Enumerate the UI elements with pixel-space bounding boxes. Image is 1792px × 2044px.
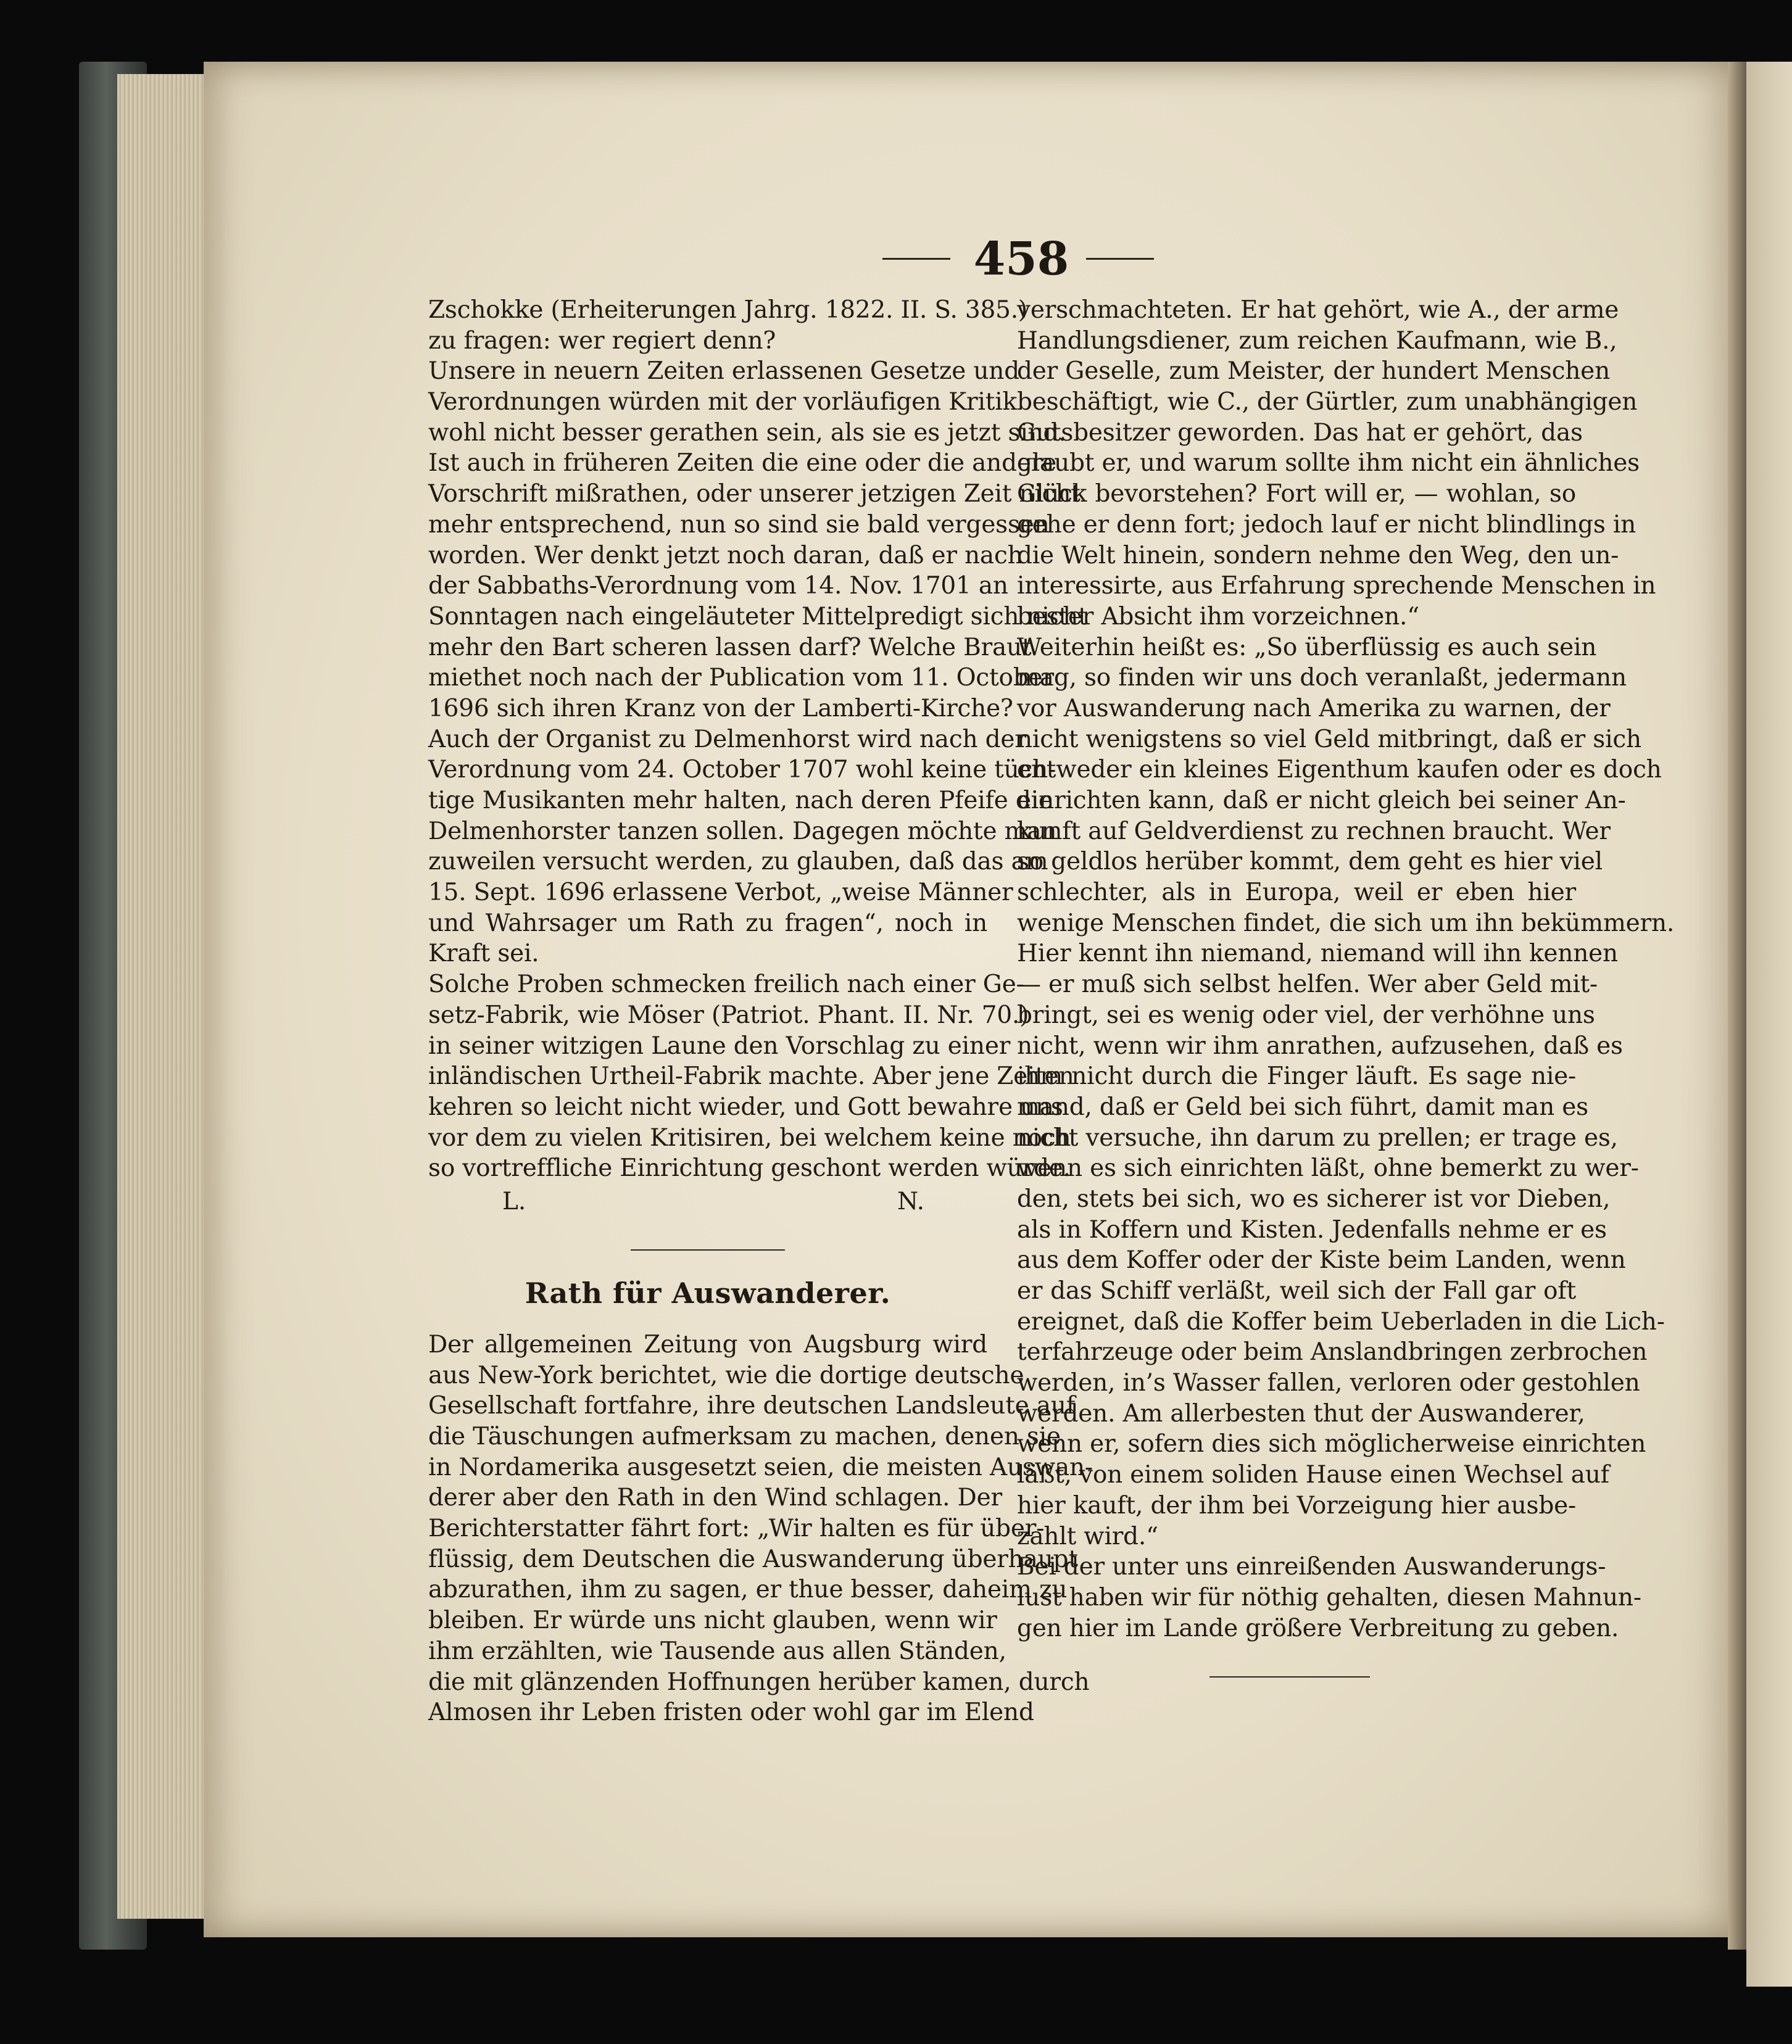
text-line: gen hier im Lande größere Verbreitung zu geben. [1017,1614,1619,1642]
text-line: flüssig, dem Deutschen die Auswanderung überhaupt [428,1545,1078,1573]
text-line: Kraft sei. [428,940,539,968]
text-line: der Geselle, zum Meister, der hundert Menschen [1017,357,1610,386]
text-line: der Sabbaths-Verordnung vom 14. Nov. 1701 an [428,572,1008,600]
paragraph [1017,632,1675,1552]
text-line: ihm nicht durch die Finger läuft. Es sage nie- [1017,1062,1576,1091]
text-line: bleiben. Er würde uns nicht glauben, wenn wir [428,1607,997,1635]
text-line: bester Absicht ihm vorzeichnen.“ [1017,602,1419,631]
text-line: die mit glänzenden Hoffnungen herüber kamen, durch [428,1668,1090,1696]
text-line: schlechter, als in Europa, weil er eben hier [1017,879,1576,907]
text-line: miethet noch nach der Publication vom 11. October [428,664,1054,692]
page-header [882,228,1191,290]
text-line: vor Auswanderung nach Amerika zu warnen, der [1017,694,1611,722]
text-line: wenn es sich einrichten läßt, ohne bemerkt zu wer- [1017,1154,1639,1183]
text-line: werden. Am allerbesten thut der Auswanderer, [1017,1399,1585,1428]
text-line: wenige Menschen findet, die sich um ihn bekümmern. [1017,909,1675,937]
text-line: mag, so finden wir uns doch veranlaßt, jedermann [1017,664,1627,692]
text-line: bringt, sei es wenig oder viel, der verhöhne uns [1017,1001,1595,1029]
text-line: zuweilen versucht werden, zu glauben, daß das am [428,848,1048,876]
text-line: Zschokke (Erheiterungen Jahrg. 1822. II. S. 385.) [428,296,1027,324]
text-line: Weiterhin heißt es: „So überflüssig es auch sein [1017,633,1597,661]
text-line: die Welt hinein, sondern nehme den Weg, den un- [1017,541,1619,569]
text-line: Der allgemeinen Zeitung von Augsburg wird [428,1330,987,1359]
text-line: nicht versuche, ihn darum zu prellen; er trage es, [1017,1123,1618,1152]
text-line: Unsere in neuern Zeiten erlassenen Gesetze und [428,357,1019,386]
text-line: Hier kennt ihn niemand, niemand will ihn kennen [1017,940,1618,968]
text-line: derer aber den Rath in den Wind schlagen. Der [428,1484,1002,1512]
text-line: Solche Proben schmecken freilich nach einer Ge- [428,970,1024,999]
paragraph [428,969,1074,1184]
paragraph [428,295,1027,356]
text-line: Gutsbesitzer geworden. Das hat er gehört, das [1017,418,1583,447]
text-line: lust haben wir für nöthig gehalten, diesen Mahnun- [1017,1583,1641,1612]
text-line: die Täuschungen aufmerksam zu machen, denen sie [428,1423,1061,1450]
text-line: Auch der Organist zu Delmenhorst wird nach der [428,725,1026,753]
text-line: so geldlos herüber kommt, dem geht es hier viel [1017,848,1603,876]
text-line: so vortreffliche Einrichtung geschont werden würde. [428,1154,1071,1183]
section-separator [631,1249,785,1251]
text-line: ereignet, daß die Koffer beim Ueberladen in die Lich- [1017,1307,1665,1336]
text-line: Glück bevorstehen? Fort will er, — wohlan, so [1017,480,1576,508]
text-line: Bei der unter uns einreißenden Auswanderungs- [1017,1553,1606,1581]
end-separator [1209,1676,1370,1678]
facing-page-edge [1746,62,1792,1987]
text-line: Verordnung vom 24. October 1707 wohl keine tüch- [428,756,1056,784]
text-line: terfahrzeuge oder beim Anslandbringen zerbrochen [1017,1338,1648,1367]
text-line: 1696 sich ihren Kranz von der Lamberti-Kirche? [428,694,1013,722]
text-line: vor dem zu vielen Kritisiren, bei welchem keine noch [428,1123,1071,1152]
text-line: inländischen Urtheil-Fabrik machte. Aber jene Zeiten [428,1062,1074,1091]
header-rule-left [882,258,950,260]
text-line: kehren so leicht nicht wieder, und Gott bewahre uns [428,1093,1063,1121]
text-line: einrichten kann, daß er nicht gleich bei seiner An- [1017,787,1626,814]
text-line: nicht, wenn wir ihm anrathen, aufzusehen, daß es [1017,1032,1623,1060]
text-line: den, stets bei sich, wo es sicherer ist vor Dieben, [1017,1185,1611,1213]
text-line: Vorschrift mißrathen, oder unserer jetzigen Zeit nicht [428,480,1081,508]
right-column [1017,295,1675,1644]
text-line: als in Koffern und Kisten. Jedenfalls nehme er es [1017,1215,1607,1244]
text-line: und Wahrsager um Rath zu fragen“, noch in [428,909,987,937]
text-line: setz-Fabrik, wie Möser (Patriot. Phant. II. Nr. 70.) [428,1001,1029,1029]
text-line: 15. Sept. 1696 erlassene Verbot, „weise Männer [428,879,1013,907]
author-signature [428,1184,987,1221]
header-rule-right [1086,258,1154,260]
text-line: aus New-York berichtet, wie die dortige deutsche [428,1361,1024,1389]
signature-initial-right: N. [897,1187,925,1215]
text-line: entweder ein kleines Eigenthum kaufen oder es doch [1017,756,1662,784]
text-line: nicht wenigstens so viel Geld mitbringt, daß er sich [1017,725,1641,753]
paragraph [428,356,1088,969]
text-line: abzurathen, ihm zu sagen, er thue besser, daheim zu [428,1576,1068,1604]
text-line: hier kauft, der ihm bei Vorzeigung hier ausbe- [1017,1491,1576,1520]
text-line: Ist auch in früheren Zeiten die eine oder die andere [428,449,1057,478]
text-line: Verordnungen würden mit der vorläufigen Kritik [428,388,1017,416]
text-line: zu fragen: wer regiert denn? [428,326,776,355]
text-line: tige Musikanten mehr halten, nach deren Pfeife die [428,787,1053,814]
text-line: mand, daß er Geld bei sich führt, damit man es [1017,1093,1588,1121]
paragraph [1017,295,1656,632]
text-line: wenn er, sofern dies sich möglicherweise einrichten [1017,1430,1646,1459]
page-stack-edges [117,74,216,1919]
text-line: kunft auf Geldverdienst zu rechnen braucht. Wer [1017,817,1611,845]
paragraph [1017,1552,1641,1644]
text-line: aus dem Koffer oder der Kiste beim Landen, wenn [1017,1246,1626,1275]
text-line: werden, in’s Wasser fallen, verloren oder gestohlen [1017,1369,1640,1397]
text-line: mehr den Bart scheren lassen darf? Welche Braut [428,633,1032,661]
text-line: gehe er denn fort; jedoch lauf er nicht blindlings in [1017,510,1636,539]
section-title: Rath für Auswanderer. [525,1276,891,1310]
text-line: ihm erzählten, wie Tausende aus allen Ständen, [428,1637,1006,1665]
text-line: in seiner witzigen Laune den Vorschlag zu einer [428,1032,1011,1060]
text-line: mehr entsprechend, nun so sind sie bald vergessen [428,510,1050,539]
text-line: Almosen ihr Leben fristen oder wohl gar im Elend [428,1699,1034,1727]
text-line: wohl nicht besser gerathen sein, als sie es jetzt sind. [428,418,1066,447]
text-line: glaubt er, und warum sollte ihm nicht ein ähnliches [1017,449,1640,478]
text-line: Delmenhorster tanzen sollen. Dagegen möchte man [428,817,1057,845]
signature-initial-left: L. [502,1187,526,1215]
text-line: Berichterstatter fährt fort: „Wir halten es für über- [428,1515,1045,1543]
text-line: zahlt wird.“ [1017,1522,1158,1550]
text-line: beschäftigt, wie C., der Gürtler, zum unabhängigen [1017,388,1638,416]
text-line: er das Schiff verläßt, weil sich der Fall gar oft [1017,1277,1576,1305]
text-line: interessirte, aus Erfahrung sprechende Menschen in [1017,572,1656,600]
text-line: Gesellschaft fortfahre, ihre deutschen Landsleute auf [428,1392,1075,1420]
text-line: verschmachteten. Er hat gehört, wie A., der arme [1017,296,1619,324]
text-line: Handlungsdiener, zum reichen Kaufmann, wie B., [1017,326,1617,355]
text-line: worden. Wer denkt jetzt noch daran, daß er nach [428,541,1023,569]
text-line: Sonntagen nach eingeläuteter Mittelpredigt sich nicht [428,602,1088,631]
page-number: 458 [973,233,1069,286]
text-line: läßt, von einem soliden Hause einen Wechsel auf [1017,1461,1609,1489]
text-line: in Nordamerika ausgesetzt seien, die meisten Auswan- [428,1453,1093,1481]
text-line: — er muß sich selbst helfen. Wer aber Geld mit- [1017,970,1598,999]
